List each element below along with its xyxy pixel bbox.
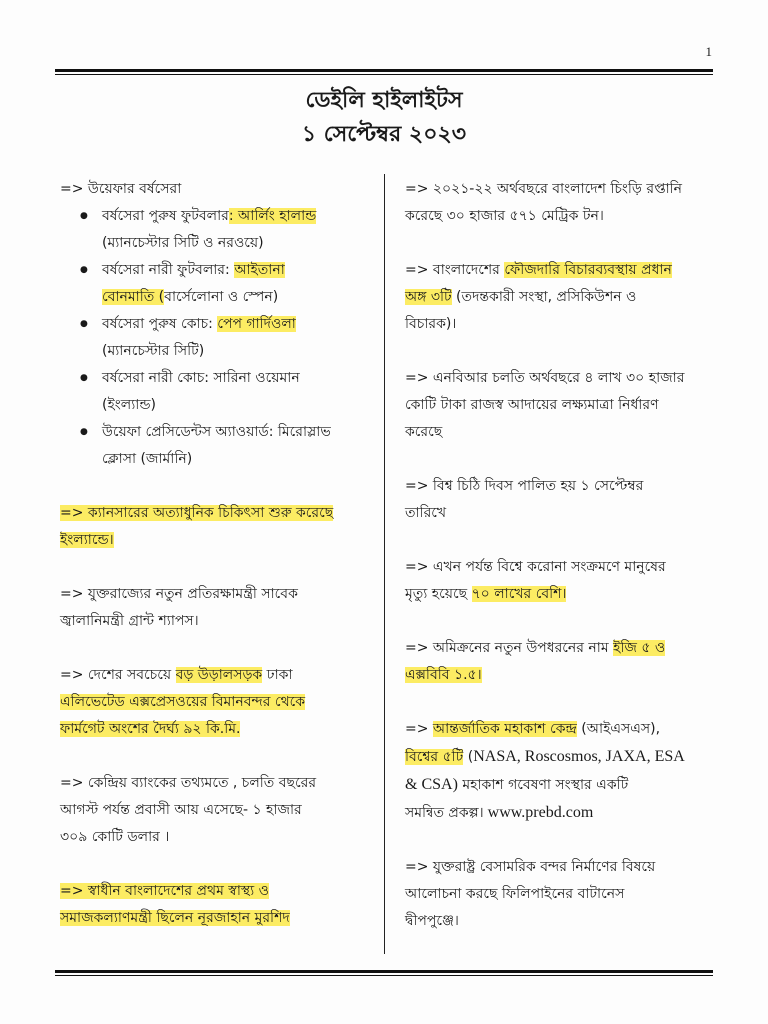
news-item-uk-defence: => যুক্তরাজ্যের নতুন প্রতিরক্ষামন্ত্রী সাবেক জ্বালানিমন্ত্রী গ্রান্ট শ্যাপস।	[60, 586, 298, 629]
right-column	[405, 176, 715, 962]
news-item-expressway: => দেশের সবচেয়ে বড় উড়ালসড়ক ঢাকা এলিভেটেড এক্সপ্রেসওয়ের বিমানবন্দর থেকে ফার্মগেট অংশের দৈর্ঘ্য ৯২ কি.মি.	[60, 667, 306, 737]
news-item-cancer: => ক্যানসারের অত্যাধুনিক চিকিৎসা শুরু করেছে ইংল্যান্ডে।	[60, 505, 334, 548]
page-date: ১ সেপ্টেম্বর ২০২৩	[301, 122, 467, 147]
list-item: ● উয়েফা প্রেসিডেন্টস অ্যাওয়ার্ড: মিরোস্লাভ ক্লোসা (জার্মানি)	[102, 419, 365, 473]
news-item-justice: => বাংলাদেশের ফৌজদারি বিচারব্যবস্থায় প্রধান অঙ্গ ৩টি (তদন্তকারী সংস্থা, প্রসিকিউশন ও বিচারক)।	[405, 262, 672, 332]
list-item: ● বর্ষসেরা নারী ফুটবলার: আইতানা বোনমাতি (বার্সেলোনা ও স্পেন)	[102, 257, 365, 311]
column-divider	[384, 174, 385, 954]
website-link: www.prebd.com	[483, 804, 594, 821]
list-item: ● বর্ষসেরা নারী কোচ: সারিনা ওয়েমান (ইংল্যান্ড)	[102, 365, 365, 419]
news-item-remittance: => কেন্দ্রিয় ব্যাংকের তথ্যমতে , চলতি বছরের আগস্ট পর্যন্ত প্রবাসী আয় এসেছে- ১ হাজার ৩০৯ কোটি ডলার ।	[60, 775, 317, 845]
news-item-philippines: => যুক্তরাষ্ট্র বেসামরিক বন্দর নির্মাণের বিষয়ে আলোচনা করছে ফিলিপাইনের বাটানেস দ্বীপপুঞ্জে।	[405, 859, 656, 929]
footer-rule	[55, 970, 713, 976]
news-item-omicron: => অমিক্রনের নতুন উপধরনের নাম ইজি ৫ ও এক্সবিবি ১.৫।	[405, 640, 666, 683]
news-item-letter-day: => বিশ্ব চিঠি দিবস পালিত হয় ১ সেপ্টেম্বর তারিখে	[405, 478, 644, 521]
item-heading: => উয়েফার বর্ষসেরা	[60, 181, 182, 197]
left-column	[60, 176, 365, 959]
page-number: 1	[705, 44, 712, 59]
news-item-uefa	[60, 176, 365, 473]
news-item-shrimp: => ২০২১-২২ অর্থবছরে বাংলাদেশ চিংড়ি রপ্তানি করেছে ৩০ হাজার ৫৭১ মেট্রিক টন।	[405, 181, 683, 224]
list-item: ● বর্ষসেরা পুরুষ কোচ: পেপ গার্দিওলা (ম্যানচেস্টার সিটি)	[102, 311, 365, 365]
award-list	[60, 203, 365, 473]
title-block	[0, 84, 768, 152]
list-item: ● বর্ষসেরা পুরুষ ফুটবলার: আর্লিং হালান্ড (ম্যানচেস্টার সিটি ও নরওয়ে)	[102, 203, 365, 257]
news-item-health-minister: => স্বাধীন বাংলাদেশের প্রথম স্বাস্থ্য ও সমাজকল্যাণমন্ত্রী ছিলেন নূরজাহান মুরশিদ	[60, 883, 290, 926]
news-item-covid: => এখন পর্যন্ত বিশ্বে করোনা সংক্রমণে মানুষের মৃত্যু হয়েছে ৭০ লাখের বেশি।	[405, 559, 666, 602]
header-rule	[55, 69, 713, 75]
news-item-nbr: => এনবিআর চলতি অর্থবছরে ৪ লাখ ৩০ হাজার কোটি টাকা রাজস্ব আদায়ের লক্ষ্যমাত্রা নির্ধারণ করেছে	[405, 370, 685, 440]
news-item-iss: => আন্তর্জাতিক মহাকাশ কেন্দ্র (আইএসএস), বিশ্বের ৫টি (NASA, Roscosmos, JAXA, ESA & CSA) মহাকাশ গবেষণা সংস্থার একটি সমন্বিত প্রকল্প। www.prebd.com	[405, 721, 685, 821]
page-title: ডেইলি হাইলাইটস	[305, 88, 463, 113]
